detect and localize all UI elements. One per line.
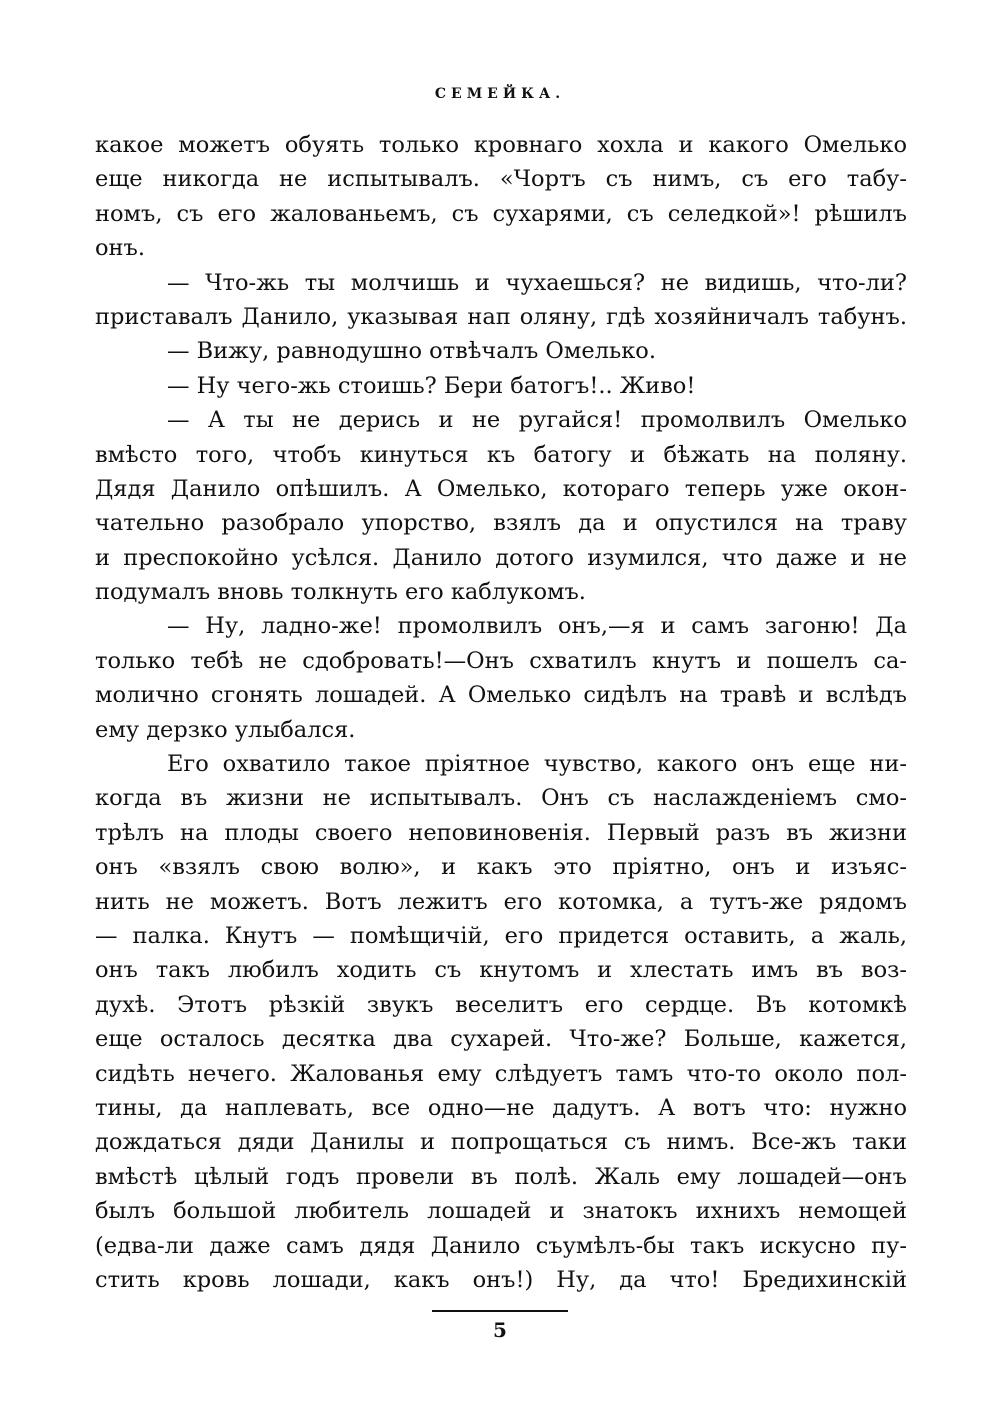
text-line: Его охватило такое пріятное чувство, какого онъ еще ни- [167, 751, 907, 778]
text-line: и преспокойно усѣлся. Данило дотого изумился, что даже и не [95, 544, 907, 571]
text-line: еще осталось десятка два сухарей. Что-же? Больше, кажется, [95, 1026, 907, 1053]
text-line: — А ты не дерись и не ругайся! промолвилъ Омелько [167, 407, 907, 434]
text-line: онъ такъ любилъ ходить съ кнутомъ и хлестать имъ въ воз- [95, 957, 907, 984]
text-line: стить кровь лошади, какъ онъ!) Ну, да что! Бредихинскій [95, 1266, 907, 1293]
text-line: вмѣсто того, чтобъ кинуться къ батогу и бѣжать на поляну. [95, 441, 907, 468]
page-body-text [95, 128, 907, 1297]
text-line: онъ «взялъ свою волю», и какъ это пріятно, онъ и изъяс- [95, 854, 907, 881]
text-line: — Ну, ладно-же! промолвилъ онъ,—я и самъ загоню! Да [167, 613, 907, 640]
text-line: ему дерзко улыбался. [95, 716, 356, 743]
text-line: тины, да наплевать, все одно—не дадутъ. А вотъ что: нужно [95, 1094, 907, 1121]
text-line: чательно разобрало упорство, взялъ да и опустился на траву [95, 510, 907, 537]
text-line: сидѣть нечего. Жалованья ему слѣдуетъ тамъ что-то около пол- [95, 1060, 907, 1087]
text-line: дождаться дяди Данилы и попрощаться съ нимъ. Все-жъ таки [95, 1129, 907, 1156]
text-line: какое можетъ обуять только кровнаго хохла и какого Омелько [95, 132, 907, 158]
text-line: еще никогда не испытывалъ. «Чортъ съ нимъ, съ его табу- [95, 166, 907, 193]
footer-divider [432, 1310, 568, 1312]
text-line: подумалъ вновь толкнуть его каблукомъ. [95, 579, 586, 606]
text-line: — Ну чего-жь стоишь? Бери батогъ!.. Живо! [167, 372, 696, 399]
text-line: только тебѣ не сдобровать!—Онъ схватилъ кнутъ и пошелъ са- [95, 647, 907, 674]
text-line: нить не можетъ. Вотъ лежитъ его котомка, а тутъ-же рядомъ [95, 888, 907, 915]
text-line: приставалъ Данило, указывая нап оляну, гдѣ хозяйничалъ табунъ. [95, 303, 907, 330]
text-line: духѣ. Этотъ рѣзкій звукъ веселитъ его сердце. Въ котомкѣ [95, 991, 907, 1018]
text-line: трѣлъ на плоды своего неповиновенія. Первый разъ въ жизни [95, 819, 907, 846]
page-number: 5 [493, 1318, 507, 1342]
text-line: молично сгонять лошадей. А Омелько сидѣлъ на травѣ и вслѣдъ [95, 682, 907, 709]
text-line: номъ, съ его жалованьемъ, съ сухарями, съ селедкой»! рѣшилъ [95, 200, 907, 227]
running-header: СЕМЕЙКА. [434, 86, 566, 102]
text-line: Дядя Данило опѣшилъ. А Омелько, котораго теперь уже окон- [95, 475, 907, 502]
text-line: онъ. [95, 235, 146, 262]
text-line: вмѣстѣ цѣлый годъ провели въ полѣ. Жаль ему лошадей—онъ [95, 1163, 907, 1190]
text-line: — палка. Кнутъ — помѣщичій, его придется оставить, а жаль, [95, 922, 907, 949]
text-line: — Вижу, равнодушно отвѣчалъ Омелько. [167, 338, 657, 365]
text-line: когда въ жизни не испытывалъ. Онъ съ наслажденіемъ смо- [95, 785, 907, 812]
text-line: — Что-жь ты молчишь и чухаешься? не видишь, что-ли? [167, 269, 907, 296]
text-line: былъ большой любитель лошадей и знатокъ ихнихъ немощей [95, 1198, 907, 1225]
text-line: (едва-ли даже самъ дядя Данило съумѣлъ-бы такъ искусно пу- [95, 1232, 907, 1259]
